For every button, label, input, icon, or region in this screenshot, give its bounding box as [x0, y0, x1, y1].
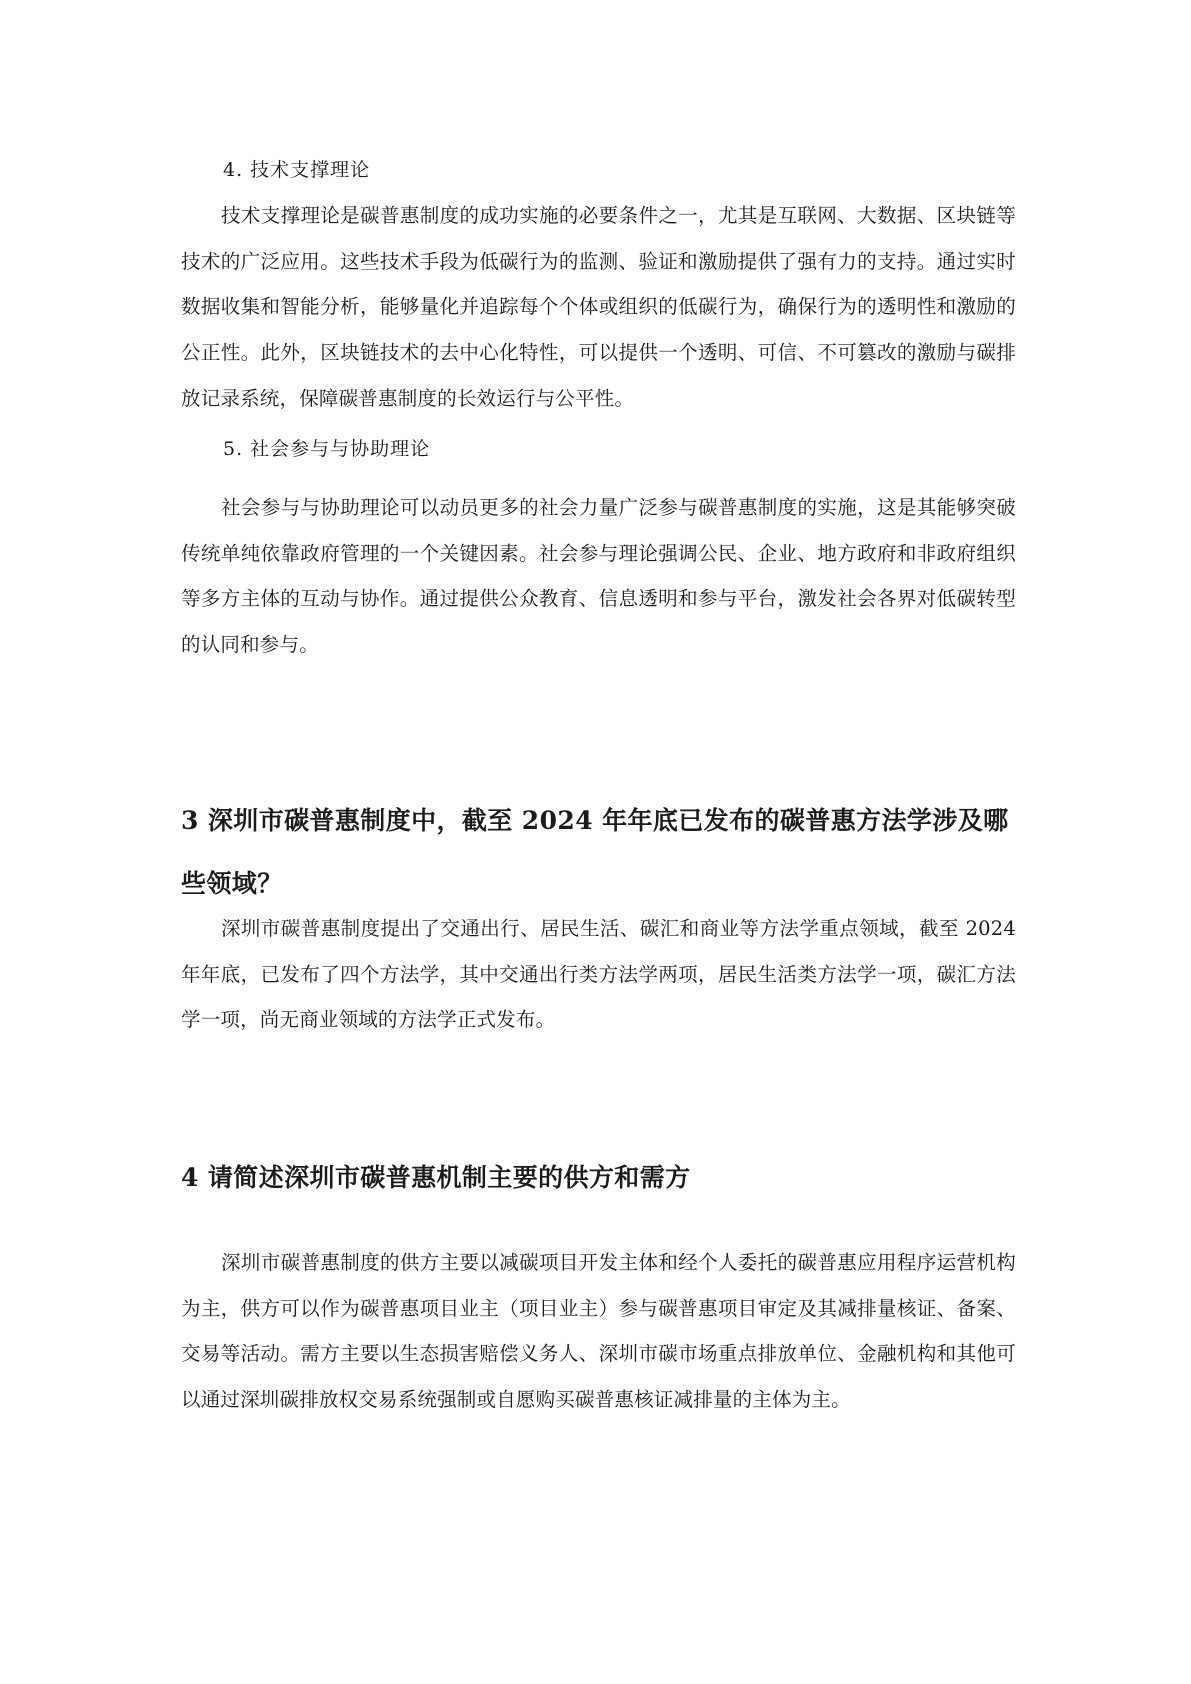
subsection-title-social-participation: 5. 社会参与与协助理论: [223, 438, 431, 460]
section-heading-supply-demand: 4 请简述深圳市碳普惠机制主要的供方和需方: [181, 1163, 691, 1192]
paragraph-technical-support: 技术支撑理论是碳普惠制度的成功实施的必要条件之一，尤其是互联网、大数据、区块链等技术的广泛应用。这些技术手段为低碳行为的监测、验证和激励提供了强有力的支持。通过实时数据收集和智能分析，能够量化并追踪每个个体或组织的低碳行为，确保行为的透明性和激励的公正性。此外，区块链技术的去中心化特性，可以提供一个透明、可信、不可篡改的激励与碳排放记录系统，保障碳普惠制度的长效运行与公平性。: [181, 204, 1016, 410]
paragraph-methodology-areas: 深圳市碳普惠制度提出了交通出行、居民生活、碳汇和商业等方法学重点领域，截至 2024 年年底，已发布了四个方法学，其中交通出行类方法学两项，居民生活类方法学一项，碳汇方法学一项，尚无商业领域的方法学正式发布。: [181, 917, 1016, 1032]
subsection-title-technical-support: 4. 技术支撑理论: [223, 159, 371, 181]
section-heading-methodology-areas: 3 深圳市碳普惠制度中，截至 2024 年年底已发布的碳普惠方法学涉及哪些领域？: [181, 806, 1009, 898]
paragraph-supply-demand: 深圳市碳普惠制度的供方主要以减碳项目开发主体和经个人委托的碳普惠应用程序运营机构为主，供方可以作为碳普惠项目业主（项目业主）参与碳普惠项目审定及其减排量核证、备案、交易等活动。需方主要以生态损害赔偿义务人、深圳市碳市场重点排放单位、金融机构和其他可以通过深圳碳排放权交易系统强制或自愿购买碳普惠核证减排量的主体为主。: [181, 1251, 1016, 1412]
paragraph-social-participation: 社会参与与协助理论可以动员更多的社会力量广泛参与碳普惠制度的实施，这是其能够突破传统单纯依靠政府管理的一个关键因素。社会参与理论强调公民、企业、地方政府和非政府组织等多方主体的互动与协作。通过提供公众教育、信息透明和参与平台，激发社会各界对低碳转型的认同和参与。: [181, 496, 1016, 657]
